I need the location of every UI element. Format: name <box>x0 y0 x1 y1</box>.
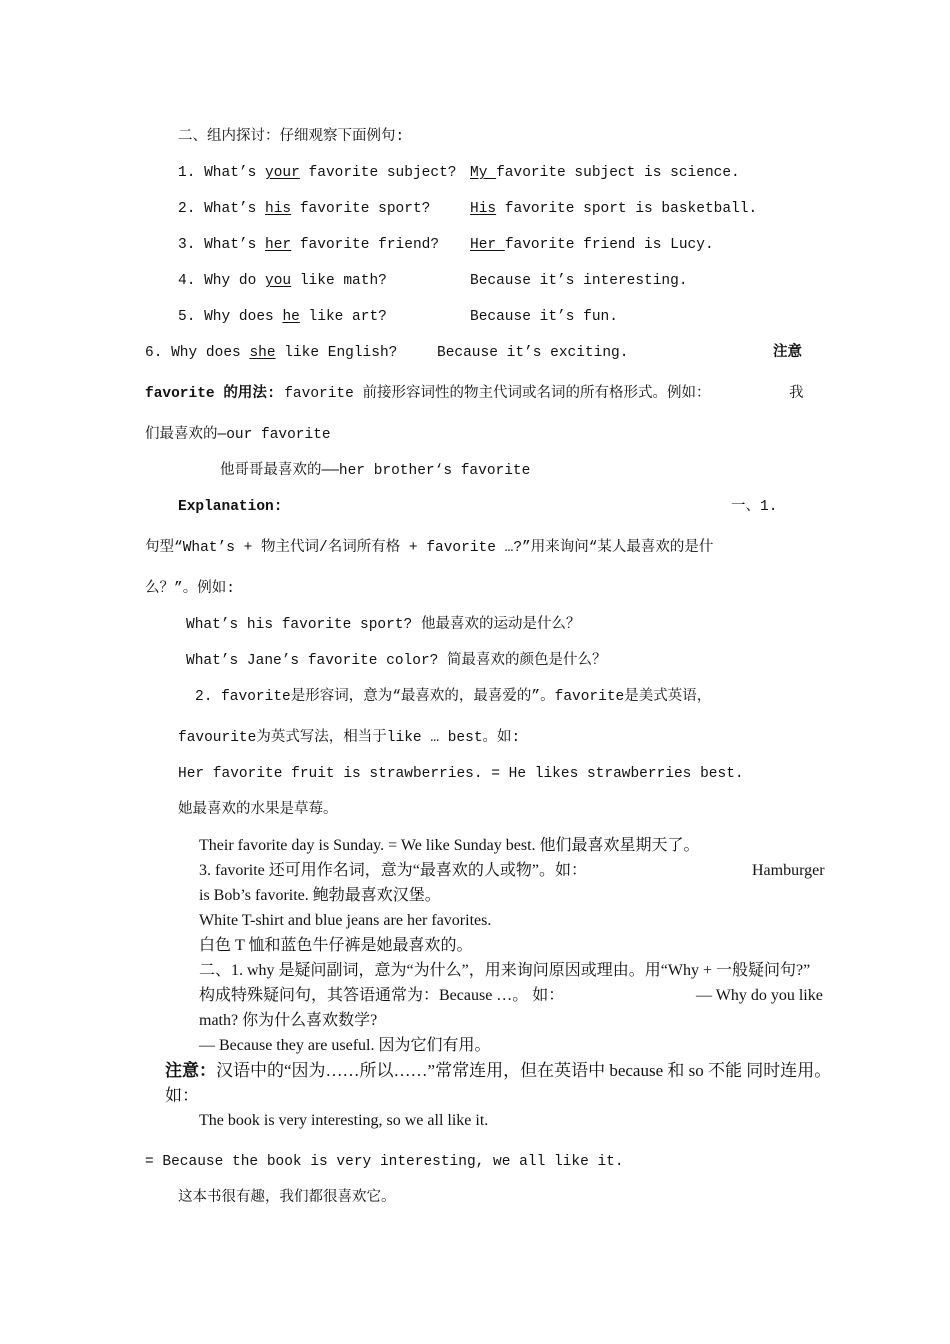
example-question-end: favorite sport? <box>291 201 431 217</box>
example-a: What’s his favorite sport? 他最喜欢的运动是什么？ <box>186 617 581 633</box>
why-line-3: math? 你为什么喜欢数学? <box>199 1012 378 1029</box>
example-answer-text: favorite subject is science. <box>496 165 740 181</box>
example-question-start: What’s <box>204 237 266 253</box>
example-answer-text: favorite sport is basketball. <box>496 201 758 217</box>
example-answer-4 <box>470 272 688 290</box>
example-question-start: What’s <box>204 201 266 217</box>
favorite-usage <box>145 385 711 403</box>
tshirt-example-en: White T-shirt and blue jeans are her favorites. <box>199 912 492 929</box>
note-label: 注意 <box>773 345 802 361</box>
example-answer-text: favorite friend is Lucy. <box>504 237 714 253</box>
example-row-2 <box>178 200 430 218</box>
example-row-1 <box>178 164 456 182</box>
example-row-4 <box>178 272 387 290</box>
underlined-pronoun: your <box>265 165 300 181</box>
example-question-end: favorite subject? <box>299 165 457 181</box>
example-number: 4. <box>178 273 196 289</box>
point-3-hamburger: Hamburger <box>752 862 825 879</box>
example-number: 3. <box>178 237 196 253</box>
usage-example-2: 他哥哥最喜欢的——her brother‘s favorite <box>220 463 531 479</box>
example-row-6 <box>145 344 397 362</box>
example-question-end: like art? <box>299 309 387 325</box>
example-answer-6 <box>437 344 628 362</box>
example-question-end: favorite friend? <box>291 237 440 253</box>
why-line-1: 二、1. why 是疑问副词，意为“为什么”，用来询问原因或理由。用“Why + 一般疑问句?” <box>199 962 811 979</box>
section-heading: 二、组内探讨：仔细观察下面例句: <box>178 129 405 145</box>
underlined-pronoun: His <box>470 201 497 217</box>
example-question-start: What’s <box>204 165 266 181</box>
fruit-example-en: Her favorite fruit is strawberries. = He likes strawberries best. <box>178 766 744 782</box>
underlined-pronoun: her <box>265 237 292 253</box>
underlined-pronoun: his <box>265 201 292 217</box>
usage-example-start: 我 <box>789 386 804 402</box>
underlined-pronoun: you <box>265 273 292 289</box>
pattern-line-1: 句型“What’s + 物主代词/名词所有格 + favorite …?”用来询问“某人最喜欢的是什 <box>145 540 714 556</box>
example-row-3 <box>178 236 439 254</box>
example-answer-5 <box>470 308 618 326</box>
example-number: 1. <box>178 165 196 181</box>
explanation-label: Explanation: <box>178 499 283 515</box>
underlined-pronoun: he <box>282 309 300 325</box>
book-example-cn: 这本书很有趣，我们都很喜欢它。 <box>178 1190 396 1206</box>
point-3-line-2: is Bob’s favorite. 鲍勃最喜欢汉堡。 <box>199 887 441 904</box>
note-2-ru: 如： <box>165 1086 199 1105</box>
example-question-start: Why does <box>171 345 250 361</box>
favorite-usage-label: favorite 的用法: <box>145 386 276 402</box>
example-number: 2. <box>178 201 196 217</box>
why-line-2-question: — Why do you like <box>696 987 823 1004</box>
example-question-start: Why does <box>204 309 283 325</box>
favorite-usage-text: favorite 前接形容词性的物主代词或名词的所有格形式。例如： <box>284 386 711 402</box>
book-example-en-1: The book is very interesting, so we all like it. <box>199 1112 489 1129</box>
why-line-4: — Because they are useful. 因为它们有用。 <box>199 1037 491 1054</box>
example-b: What’s Jane’s favorite color? 简最喜欢的颜色是什么？ <box>186 653 607 669</box>
underlined-pronoun: she <box>249 345 276 361</box>
fruit-example-cn: 她最喜欢的水果是草莓。 <box>178 802 338 818</box>
example-answer-text: Because it’s exciting. <box>437 345 629 361</box>
example-question-start: Why do <box>204 273 266 289</box>
example-answer-3 <box>470 236 714 254</box>
example-row-5 <box>178 308 387 326</box>
note-2-text: 汉语中的“因为……所以……”常常连用，但在英语中 because 和 so 不能 同时连用。 <box>216 1061 832 1080</box>
example-answer-text: Because it’s fun. <box>470 309 618 325</box>
point-3-line-1: 3. favorite 还可用作名词，意为“最喜欢的人或物”。如： <box>199 862 587 879</box>
underlined-pronoun: Her <box>470 237 505 253</box>
tshirt-example-cn: 白色 T 恤和蓝色牛仔裤是她最喜欢的。 <box>199 937 473 954</box>
point-2-line-2: favourite为英式写法，相当于like … best。如: <box>178 730 521 746</box>
book-example-en-2: = Because the book is very interesting, we all like it. <box>145 1154 624 1170</box>
pattern-line-2: 么？”。例如: <box>145 581 235 597</box>
example-number: 6. <box>145 345 163 361</box>
sunday-example: Their favorite day is Sunday. = We like Sunday best. 他们最喜欢星期天了。 <box>199 837 700 854</box>
why-line-2: 构成特殊疑问句，其答语通常为：Because …。 如： <box>199 987 565 1004</box>
explanation-number: 一、1. <box>731 499 778 515</box>
example-answer-text: Because it’s interesting. <box>470 273 688 289</box>
note-2-label: 注意： <box>165 1061 216 1080</box>
example-number: 5. <box>178 309 196 325</box>
usage-example-1: 们最喜欢的—our favorite <box>145 427 331 443</box>
example-answer-2 <box>470 200 757 218</box>
point-2-line-1: 2. favorite是形容词，意为“最喜欢的，最喜爱的”。favorite是美式英语， <box>195 689 712 705</box>
example-answer-1 <box>470 164 740 182</box>
example-question-end: like English? <box>275 345 398 361</box>
note-2 <box>165 1062 831 1080</box>
underlined-pronoun: My <box>470 165 497 181</box>
example-question-end: like math? <box>291 273 387 289</box>
